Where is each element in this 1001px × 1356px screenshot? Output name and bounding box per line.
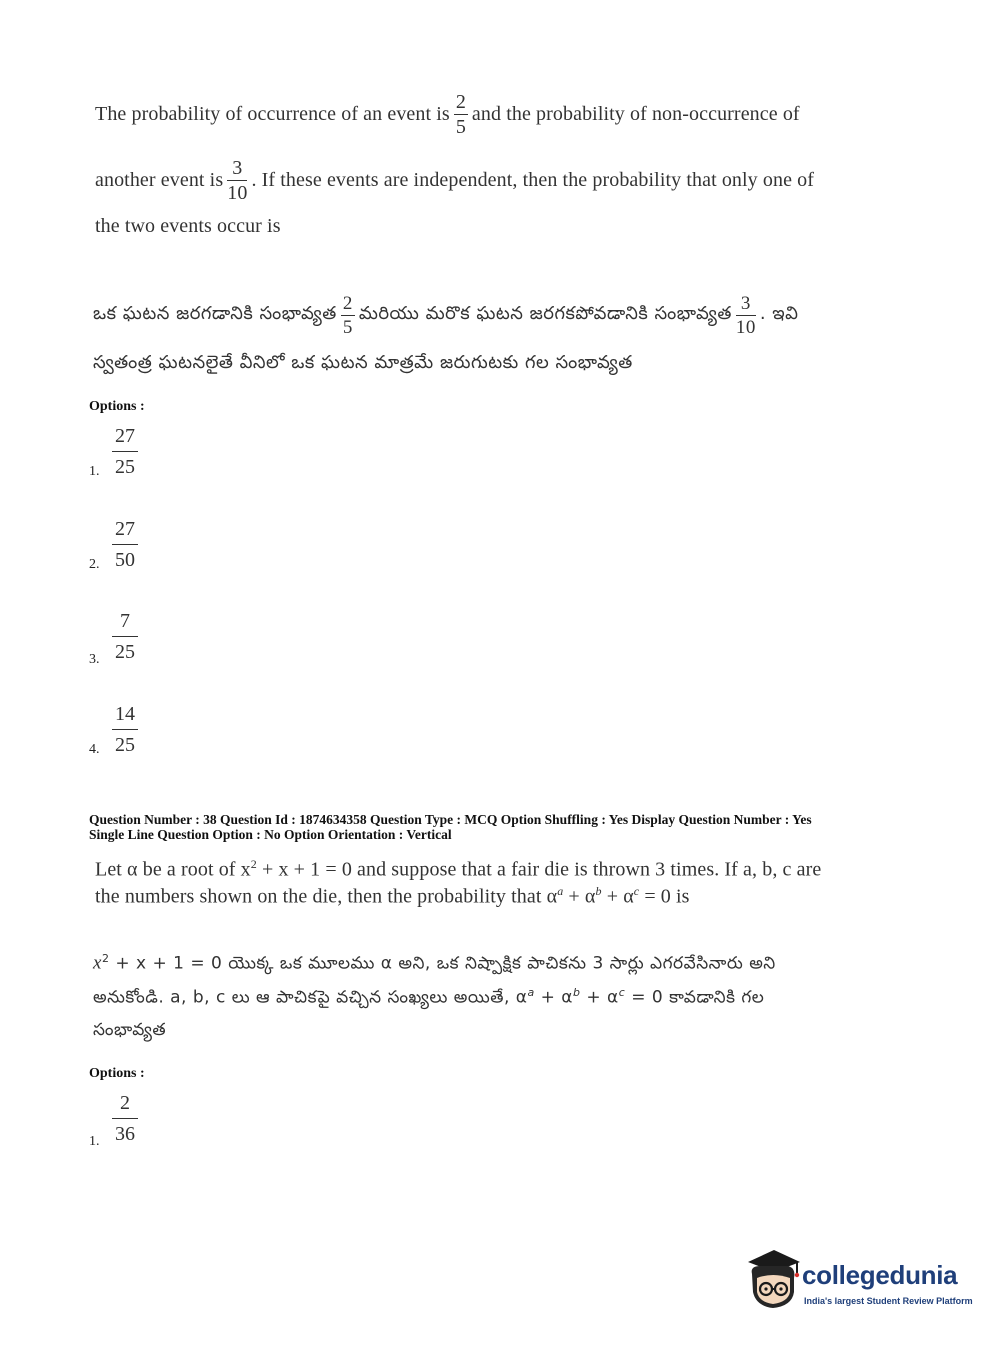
q37-option-1-number: 1. <box>89 464 100 479</box>
q38-meta-line2: Single Line Question Option : No Option Orientation : Vertical <box>89 827 452 842</box>
q37-en-text1a: The probability of occurrence of an event is <box>95 102 450 125</box>
q38-te-line2: అనుకోండి. a, b, c లు ఆ పాచికపై వచ్చిన సంఖ్యలు అయితే, $\alpha^a + \alpha^b + \alpha^c = 0$ కావడానికి గల <box>93 986 765 1008</box>
q37-en-text2b: . If these events are independent, then the probability that only one of <box>251 168 815 191</box>
q37-en-line3: the two events occur is <box>95 215 281 237</box>
q38-option-1-number: 1. <box>89 1134 100 1149</box>
q38-en-line1: Let α be a root of $x^2 + x + 1 = 0$ and suppose that a fair die is thrown 3 times. If a, b, c are <box>95 857 822 881</box>
q37-en-line1 <box>95 90 875 138</box>
q37-te-text1b: మరియు మరొక ఘటన జరగకపోవడానికి సంభావ్యత <box>358 302 732 324</box>
q38-option-1-fraction: 2 36 <box>112 1092 138 1146</box>
q37-option-2-number: 2. <box>89 557 100 572</box>
q37-en-fraction-3-10: $\frac{3}{10}$ <box>227 156 248 204</box>
q37-te-line1 <box>93 288 893 342</box>
logo-brand-name: collegedunia <box>802 1260 958 1290</box>
q37-en-fraction-2-5: $\frac{2}{5}$ <box>455 90 466 138</box>
q37-option-2-fraction: 27 50 <box>112 518 138 572</box>
q37-option-1-fraction: 27 25 <box>112 425 138 479</box>
q38-te-line1: $x^2 + x + 1 = 0$ యొక్క ఒక మూలము α అని, ఒక నిష్పాక్షిక పాచికను 3 సార్లు ఎగరవేసినారు అని <box>93 952 776 974</box>
q38-options-label: Options : <box>89 1066 145 1081</box>
logo-tagline: India's largest Student Review Platform <box>804 1296 973 1306</box>
q37-en-line2 <box>95 155 895 205</box>
q37-option-4-number: 4. <box>89 742 100 757</box>
q37-te-fraction-2-5: $\frac{2}{5}$ <box>342 292 353 338</box>
q37-option-4-fraction: 14 25 <box>112 703 138 757</box>
q37-options-label: Options : <box>89 399 145 414</box>
q37-option-3-fraction: 7 25 <box>112 610 138 664</box>
q37-te-fraction-3-10: $\frac{3}{10}$ <box>735 292 756 338</box>
q37-te-line2: స్వతంత్ర ఘటనలైతే వీనిలో ఒక ఘటన మాత్రమే జరుగుటకు గల సంభావ్యత <box>93 352 633 373</box>
q37-te-text1c: . ఇవి <box>759 302 799 324</box>
q38-te-line3: సంభావ్యత <box>93 1020 167 1040</box>
collegedunia-logo <box>742 1248 972 1320</box>
q37-option-3-number: 3. <box>89 652 100 667</box>
q37-en-text2a: another event is <box>95 168 224 191</box>
mascot-icon <box>742 1248 804 1314</box>
q37-en-text1b: and the probability of non-occurrence of <box>471 102 800 125</box>
q38-en-line2: the numbers shown on the die, then the probability that $\alpha^a + \alpha^b + \alpha^c = 0$ is <box>95 884 690 908</box>
q37-te-text1a: ఒక ఘటన జరగడానికి సంభావ్యత <box>93 302 337 324</box>
q38-meta-line1: Question Number : 38 Question Id : 1874634358 Question Type : MCQ Option Shuffling : Yes Display Question Number : Yes <box>89 812 812 827</box>
